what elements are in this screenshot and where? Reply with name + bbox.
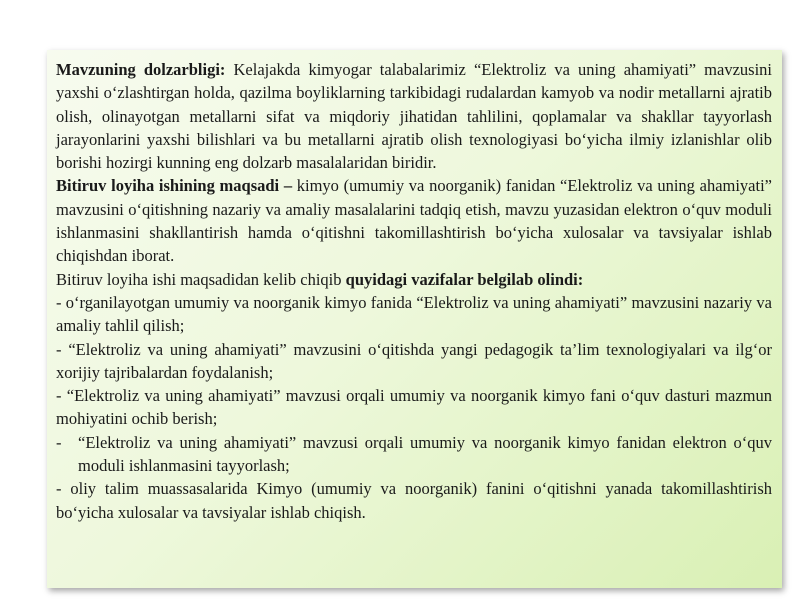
bullet-dash: - bbox=[56, 432, 62, 452]
task-item-bulleted bbox=[56, 431, 772, 478]
goal-paragraph bbox=[56, 174, 772, 267]
task-item: - “Elektroliz va uning ahamiyati” mavzusini o‘qitishda yangi pedagogik ta’lim texnologiyalari va ilg‘or xorijiy tajribalardan foydalanish; bbox=[56, 339, 772, 382]
goal-heading: Bitiruv loyiha ishining maqsadi – bbox=[56, 176, 293, 196]
tasks-intro-paragraph bbox=[56, 268, 772, 291]
goal-text: kimyo (umumiy va noorganik) fanidan “Elektroliz va uning ahamiyati” mavzusini o‘qitishning nazariy va amaliy masalalarini tadqiq etish, mavzu yuzasidan elektron o‘quv moduli ishlanmasini shakllantirish hamda o‘qitishni takomillashtirish bo‘yicha xulosalar va tavsiyalar ishlab chiqishdan iborat. bbox=[56, 176, 772, 266]
tasks-intro-text: Bitiruv loyiha ishi maqsadidan kelib chiqib bbox=[56, 269, 346, 289]
tasks-intro-bold: quyidagi vazifalar belgilab olindi: bbox=[345, 269, 584, 289]
task-item-last: - oliy talim muassasalarida Kimyo (umumiy va noorganik) fanini o‘qitishni yanada takomillashtirish bo‘yicha xulosalar va tavsiyalar ishlab chiqish. bbox=[56, 479, 772, 522]
content-box bbox=[47, 50, 782, 588]
relevance-text: Kelajakda kimyogar talabalarimiz “Elektroliz va uning ahamiyati” mavzusini yaxshi o‘zlashtirgan holda, qazilma boyliklarning tarkibidagi rudalardan kamyob va nodir metallarni ajratib olish, olinayotgan metallarni sifat va miqdoriy jihatidan tahlilini, qoplamalar va shakllar tayyorlash jarayonlarini yaxshi bilishlari va bu metallarni ajratib olish texnologiyasi bo‘yicha ilmiy izlanishlar olib borishi hozirgi kunning eng dolzarb masalalaridan biridir. bbox=[56, 60, 772, 173]
task-item: - “Elektroliz va uning ahamiyati” mavzusi orqali umumiy va noorganik kimyo fani o‘quv dasturi mazmun mohiyatini ochib berish; bbox=[56, 386, 772, 429]
task-item-bulleted-text: “Elektroliz va uning ahamiyati” mavzusi orqali umumiy va noorganik kimyo fanidan elektron o‘quv moduli ishlanmasini tayyorlash; bbox=[78, 432, 772, 476]
task-item: - o‘rganilayotgan umumiy va noorganik kimyo fanida “Elektroliz va uning ahamiyati” mavzusini nazariy va amaliy tahlil qilish; bbox=[56, 292, 772, 336]
relevance-heading: Mavzuning dolzarbligi: bbox=[56, 60, 226, 79]
relevance-paragraph bbox=[56, 58, 772, 174]
